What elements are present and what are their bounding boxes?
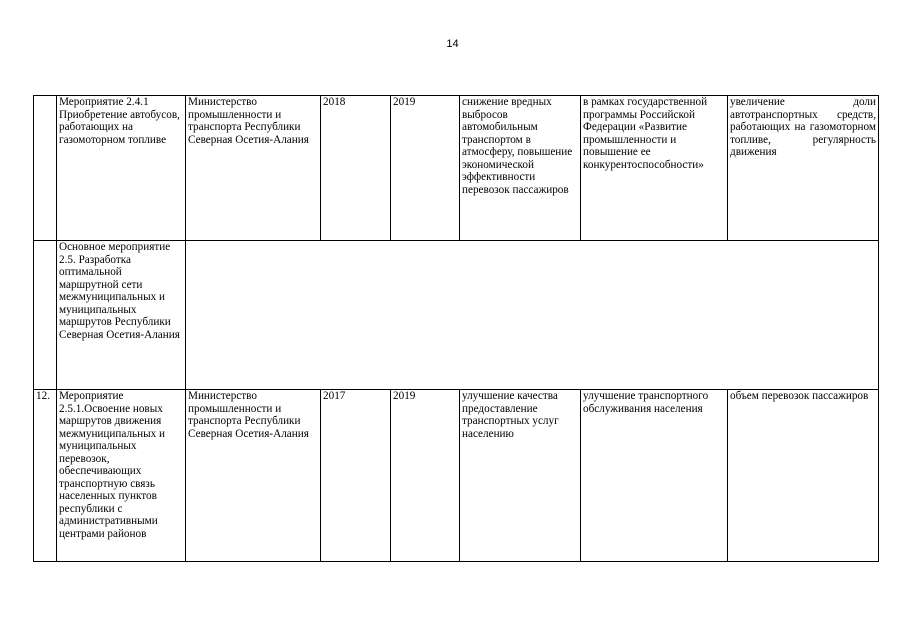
row-number-cell: 12. — [34, 390, 57, 562]
table-row — [34, 241, 879, 390]
measure-cell: Мероприятие 2.4.1 Приобретение автобусов, работающих на газомоторном топливе — [57, 96, 186, 241]
expected-result-cell: улучшение качества предоставление транспортных услуг населению — [460, 390, 581, 562]
measures-table — [33, 95, 879, 562]
program-link-cell: улучшение транспортного обслуживания населения — [581, 390, 728, 562]
start-year-cell: 2017 — [321, 390, 391, 562]
end-year-cell: 2019 — [391, 390, 460, 562]
table-row — [34, 96, 879, 241]
executor-cell: Министерство промышленности и транспорта Республики Северная Осетия-Алания — [186, 96, 321, 241]
expected-result-cell: снижение вредных выбросов автомобильным транспортом в атмосферу, повышение экономической эффективности перевозок пассажиров — [460, 96, 581, 241]
program-link-cell: в рамках государственной программы Российской Федерации «Развитие промышленности и повышение ее конкурентоспособности» — [581, 96, 728, 241]
row-number-cell — [34, 96, 57, 241]
page-number: 14 — [446, 38, 459, 50]
table-row — [34, 390, 879, 562]
row-number-cell — [34, 241, 57, 390]
merged-empty-cell — [186, 241, 879, 390]
indicator-cell: объем перевозок пассажиров — [728, 390, 879, 562]
start-year-cell: 2018 — [321, 96, 391, 241]
end-year-cell: 2019 — [391, 96, 460, 241]
measure-cell: Мероприятие 2.5.1.Освоение новых маршрутов движения межмуниципальных и муниципальных перевозок, обеспечивающих транспортную связь населенных пунктов республики с административными центрами районов — [57, 390, 186, 562]
measure-cell: Основное мероприятие 2.5. Разработка оптимальной маршрутной сети межмуниципальных и муниципальных маршрутов Республики Северная Осетия-Алания — [57, 241, 186, 390]
executor-cell: Министерство промышленности и транспорта Республики Северная Осетия-Алания — [186, 390, 321, 562]
indicator-cell: увеличение доли автотранспортных средств, работающих на газомоторном топливе, регулярность движения — [728, 96, 879, 241]
